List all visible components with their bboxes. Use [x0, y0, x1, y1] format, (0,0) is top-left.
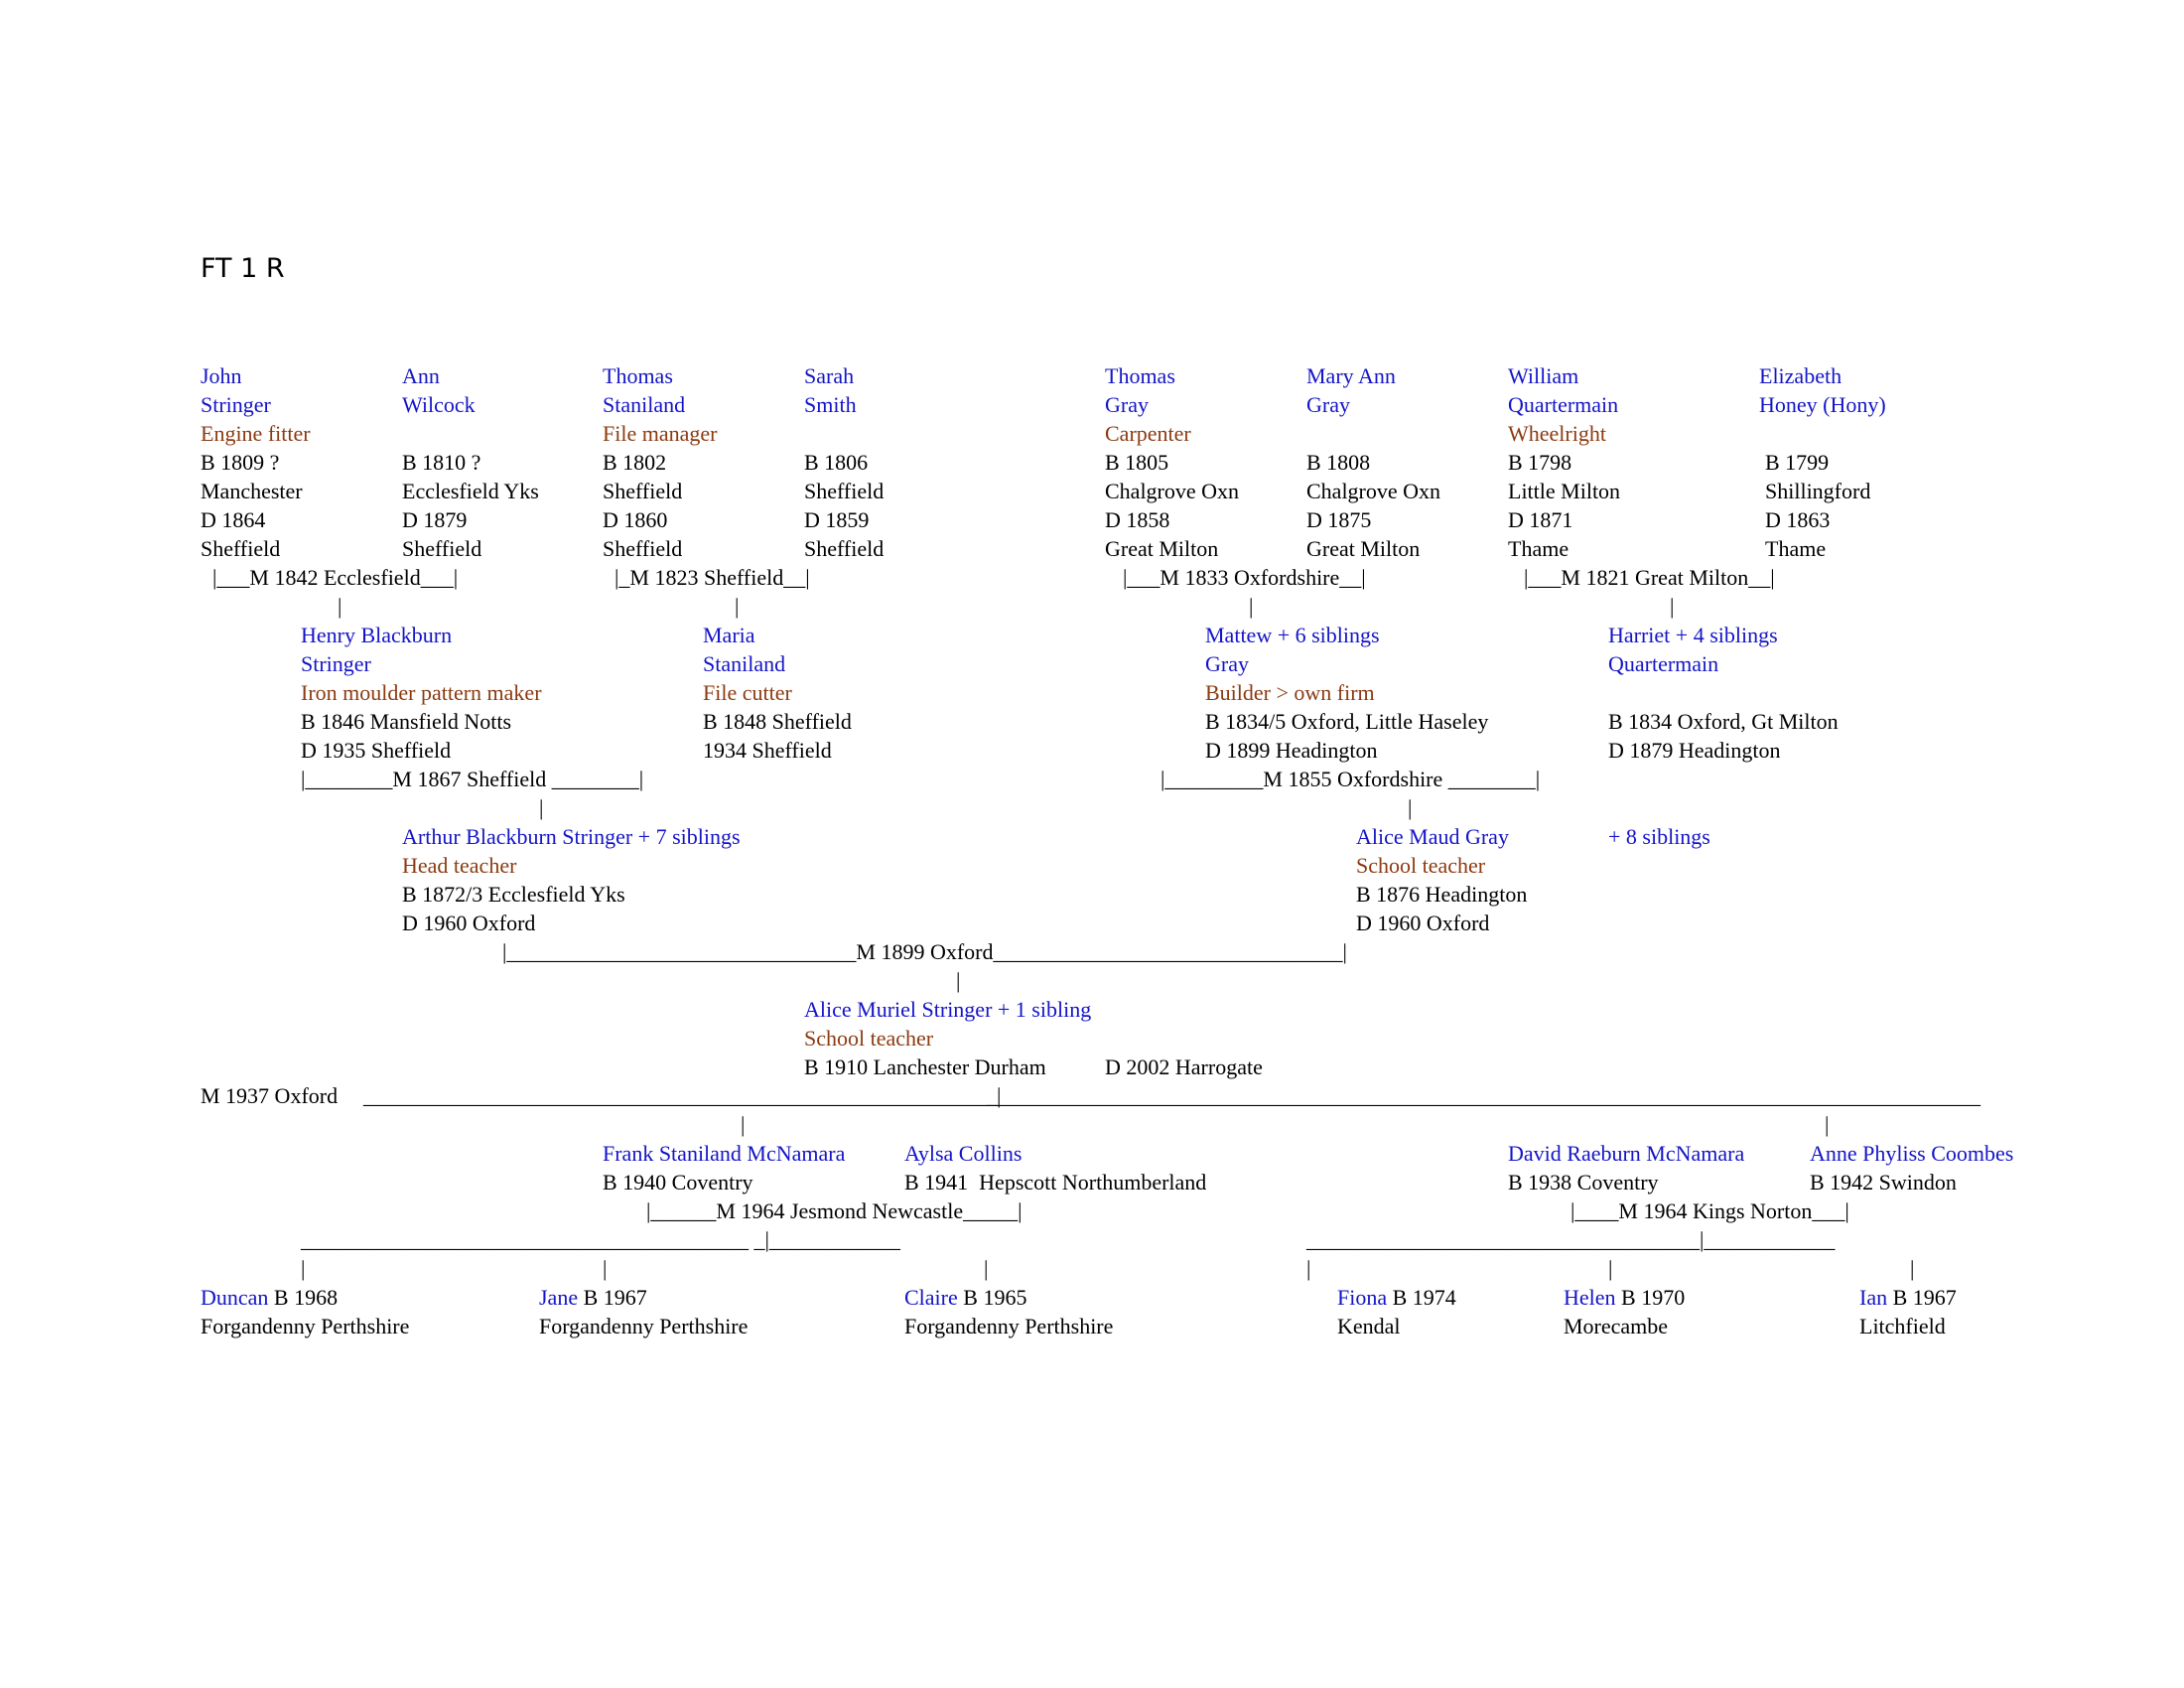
person-born-place: Little Milton: [1508, 479, 1621, 503]
person-born-place: Sheffield: [804, 479, 885, 503]
person-first-name: Maria: [703, 623, 755, 647]
person-born-place: Chalgrove Oxn: [1306, 479, 1441, 503]
person-david-raeburn-mcnamara: [1508, 1139, 1744, 1196]
person-born: B 1798: [1508, 450, 1572, 475]
person-born: B 1967: [578, 1285, 647, 1310]
person-born: B 1876 Headington: [1356, 882, 1528, 907]
person-born: B 1965: [957, 1285, 1027, 1310]
person-place: Forgandenny Perthshire: [904, 1314, 1114, 1338]
person-helen: [1564, 1283, 1685, 1340]
person-occupation: Iron moulder pattern maker: [301, 680, 542, 705]
person-name: Alice Muriel Stringer + 1 sibling: [804, 997, 1092, 1022]
person-place: Forgandenny Perthshire: [539, 1314, 749, 1338]
person-born: B 1942 Swindon: [1810, 1170, 1957, 1195]
person-last-name: Gray: [1105, 392, 1149, 417]
person-name: Duncan: [201, 1285, 269, 1310]
connector-bar: |: [1670, 594, 1675, 619]
person-born: B 1872/3 Ecclesfield Yks: [402, 882, 625, 907]
person-born: B 1805: [1105, 450, 1169, 475]
person-place: Litchfield: [1859, 1314, 1946, 1338]
person-born: B 1799: [1765, 450, 1830, 475]
person-died: D 1935 Sheffield: [301, 738, 452, 763]
person-died: D 1871: [1508, 507, 1573, 532]
person-born-place: Shillingford: [1765, 479, 1871, 503]
person-name: Alice Maud Gray: [1356, 824, 1509, 849]
person-born: B 1848 Sheffield: [703, 709, 852, 734]
person-first-name: John: [201, 363, 242, 388]
connector-bar: |: [301, 1256, 306, 1281]
person-died-place: Thame: [1765, 536, 1827, 561]
person-first-name: Mary Ann: [1306, 363, 1396, 388]
person-died: D 1879: [402, 507, 468, 532]
person-occupation: File manager: [603, 421, 718, 446]
person-william-quartermain: [1508, 361, 1620, 563]
person-occupation: Carpenter: [1105, 421, 1191, 446]
person-died: D 2002 Harrogate: [1105, 1055, 1263, 1079]
children-line-left: _________________________________________ _|____________: [301, 1227, 900, 1252]
person-first-name: Mattew + 6 siblings: [1205, 623, 1380, 647]
connector-bar: |: [1306, 1256, 1311, 1281]
person-name: Arthur Blackburn Stringer + 7 siblings: [402, 824, 741, 849]
connector-line: __________________________________________________________|: [363, 1083, 1002, 1108]
person-died-place: Sheffield: [804, 536, 885, 561]
connector-bar: |: [603, 1256, 608, 1281]
connector-bar: |: [741, 1112, 746, 1137]
person-born: B 1834/5 Oxford, Little Haseley: [1205, 709, 1489, 734]
person-alice-maud-gray: [1356, 822, 1527, 937]
connector-bar: |: [1910, 1256, 1915, 1281]
person-ian: [1859, 1283, 1957, 1340]
person-thomas-gray: [1105, 361, 1239, 563]
siblings-note: + 8 siblings: [1608, 824, 1710, 849]
person-born: B 1968: [268, 1285, 339, 1310]
children-line-right: ____________________________________|____________: [1306, 1227, 1836, 1252]
person-last-name: Gray: [1205, 651, 1249, 676]
connector-bar: |: [1408, 795, 1413, 820]
person-last-name: Quartermain: [1508, 392, 1619, 417]
person-first-name: Henry Blackburn: [301, 623, 453, 647]
person-born-place: Chalgrove Oxn: [1105, 479, 1240, 503]
person-last-name: Staniland: [603, 392, 686, 417]
connector-bar: |: [1825, 1112, 1830, 1137]
person-died: D 1899 Headington: [1205, 738, 1378, 763]
person-born: B 1806: [804, 450, 869, 475]
person-occupation: Engine fitter: [201, 421, 311, 446]
person-name: Aylsa Collins: [904, 1141, 1023, 1166]
person-died: 1934 Sheffield: [703, 738, 832, 763]
person-fiona: [1337, 1283, 1456, 1340]
person-born: B 1910 Lanchester Durham: [804, 1055, 1046, 1079]
person-died: D 1863: [1765, 507, 1831, 532]
marriage-1867: |________M 1867 Sheffield ________|: [301, 767, 644, 791]
person-died: D 1858: [1105, 507, 1170, 532]
person-first-name: Thomas: [603, 363, 673, 388]
connector-bar: |: [984, 1256, 989, 1281]
person-name: Helen: [1564, 1285, 1616, 1310]
person-claire: [904, 1283, 1113, 1340]
person-place: Morecambe: [1564, 1314, 1669, 1338]
person-born-place: Ecclesfield Yks: [402, 479, 539, 503]
person-born: B 1809 ?: [201, 450, 280, 475]
person-first-name: Thomas: [1105, 363, 1175, 388]
person-died: D 1859: [804, 507, 870, 532]
person-name: Fiona: [1337, 1285, 1388, 1310]
person-place: Kendal: [1337, 1314, 1401, 1338]
person-jane: [539, 1283, 748, 1340]
person-occupation: Wheelright: [1508, 421, 1606, 446]
person-died: D 1879 Headington: [1608, 738, 1781, 763]
person-last-name: Stringer: [201, 392, 271, 417]
person-john-stringer: [201, 361, 311, 563]
person-died: D 1875: [1306, 507, 1372, 532]
person-name: David Raeburn McNamara: [1508, 1141, 1745, 1166]
person-last-name: Honey (Hony): [1759, 392, 1886, 417]
person-mattew-gray: [1205, 621, 1488, 765]
person-born: B 1834 Oxford, Gt Milton: [1608, 709, 1839, 734]
connector-bar: |: [735, 594, 740, 619]
marriage-1964-jesmond: |______M 1964 Jesmond Newcastle_____|: [646, 1198, 1023, 1223]
person-first-name: William: [1508, 363, 1579, 388]
person-alice-muriel-stringer: [804, 995, 1091, 1081]
person-name: Frank Staniland McNamara: [603, 1141, 846, 1166]
person-died-place: Great Milton: [1306, 536, 1421, 561]
person-place: Forgandenny Perthshire: [201, 1314, 410, 1338]
connector-bar: |: [956, 968, 961, 993]
page-title: FT 1 R: [201, 253, 285, 284]
connector-bar: |: [1249, 594, 1254, 619]
marriage-1855: |_________M 1855 Oxfordshire ________|: [1160, 767, 1541, 791]
person-mary-ann-gray: [1306, 361, 1440, 563]
person-first-name: Ann: [402, 363, 440, 388]
person-last-name: Wilcock: [402, 392, 476, 417]
person-first-name: Elizabeth: [1759, 363, 1843, 388]
person-born: B 1940 Coventry: [603, 1170, 753, 1195]
person-born: B 1974: [1387, 1285, 1456, 1310]
person-first-name: Sarah: [804, 363, 855, 388]
person-born: B 1941 Hepscott Northumberland: [904, 1170, 1207, 1195]
connector-bar: |: [338, 594, 342, 619]
person-thomas-staniland: [603, 361, 717, 563]
person-died-place: Thame: [1508, 536, 1570, 561]
person-aylsa-collins: [904, 1139, 1206, 1196]
person-born: B 1938 Coventry: [1508, 1170, 1659, 1195]
person-born: B 1970: [1615, 1285, 1686, 1310]
marriage-1821: |___M 1821 Great Milton__|: [1524, 565, 1775, 590]
person-anne-phyliss-coombes: [1810, 1139, 2013, 1196]
marriage-1964-kings-norton: |____M 1964 Kings Norton___|: [1570, 1198, 1849, 1223]
person-born: B 1808: [1306, 450, 1371, 475]
person-duncan: [201, 1283, 409, 1340]
person-name: Jane: [539, 1285, 579, 1310]
person-born-place: Manchester: [201, 479, 303, 503]
person-occupation: School teacher: [804, 1026, 934, 1051]
person-last-name: Smith: [804, 392, 857, 417]
person-born: B 1810 ?: [402, 450, 481, 475]
person-born: B 1967: [1887, 1285, 1957, 1310]
person-henry-blackburn-stringer: [301, 621, 542, 765]
person-died-place: Sheffield: [201, 536, 281, 561]
person-died: D 1864: [201, 507, 266, 532]
person-last-name: Quartermain: [1608, 651, 1719, 676]
person-sarah-smith: [804, 361, 884, 563]
connector-line: ___________________________________________________________________________________________: [987, 1083, 1980, 1108]
person-name: Anne Phyliss Coombes: [1810, 1141, 2014, 1166]
marriage-1842: |___M 1842 Ecclesfield___|: [212, 565, 459, 590]
person-occupation: Head teacher: [402, 853, 517, 878]
marriage-1823: |_M 1823 Sheffield__|: [614, 565, 810, 590]
person-name: Claire: [904, 1285, 958, 1310]
person-occupation: School teacher: [1356, 853, 1486, 878]
person-last-name: Gray: [1306, 392, 1350, 417]
person-died-place: Sheffield: [603, 536, 683, 561]
person-occupation: Builder > own firm: [1205, 680, 1375, 705]
person-elizabeth-honey: [1759, 361, 1886, 419]
person-died: D 1960 Oxford: [1356, 911, 1490, 935]
person-died-place: Sheffield: [402, 536, 482, 561]
connector-bar: |: [1608, 1256, 1613, 1281]
person-died: D 1960 Oxford: [402, 911, 536, 935]
person-elizabeth-honey-details: [1765, 448, 1870, 563]
person-last-name: Staniland: [703, 651, 786, 676]
person-died: D 1860: [603, 507, 668, 532]
person-name: Ian: [1859, 1285, 1888, 1310]
person-born-place: Sheffield: [603, 479, 683, 503]
person-first-name: Harriet + 4 siblings: [1608, 623, 1778, 647]
person-occupation: File cutter: [703, 680, 792, 705]
marriage-1833: |___M 1833 Oxfordshire__|: [1123, 565, 1366, 590]
person-maria-staniland: [703, 621, 852, 765]
person-harriet-quartermain: [1608, 621, 1778, 678]
person-last-name: Stringer: [301, 651, 371, 676]
person-arthur-blackburn-stringer: [402, 822, 741, 937]
marriage-1899: |________________________________M 1899 Oxford________________________________|: [502, 939, 1347, 964]
person-died-place: Great Milton: [1105, 536, 1219, 561]
person-ann-wilcock: [402, 361, 539, 563]
person-born: B 1802: [603, 450, 667, 475]
person-frank-staniland-mcnamara: [603, 1139, 845, 1196]
person-born: B 1846 Mansfield Notts: [301, 709, 512, 734]
person-harriet-quartermain-details: [1608, 707, 1839, 765]
connector-bar: |: [539, 795, 544, 820]
marriage-1937-label: M 1937 Oxford: [201, 1083, 339, 1108]
